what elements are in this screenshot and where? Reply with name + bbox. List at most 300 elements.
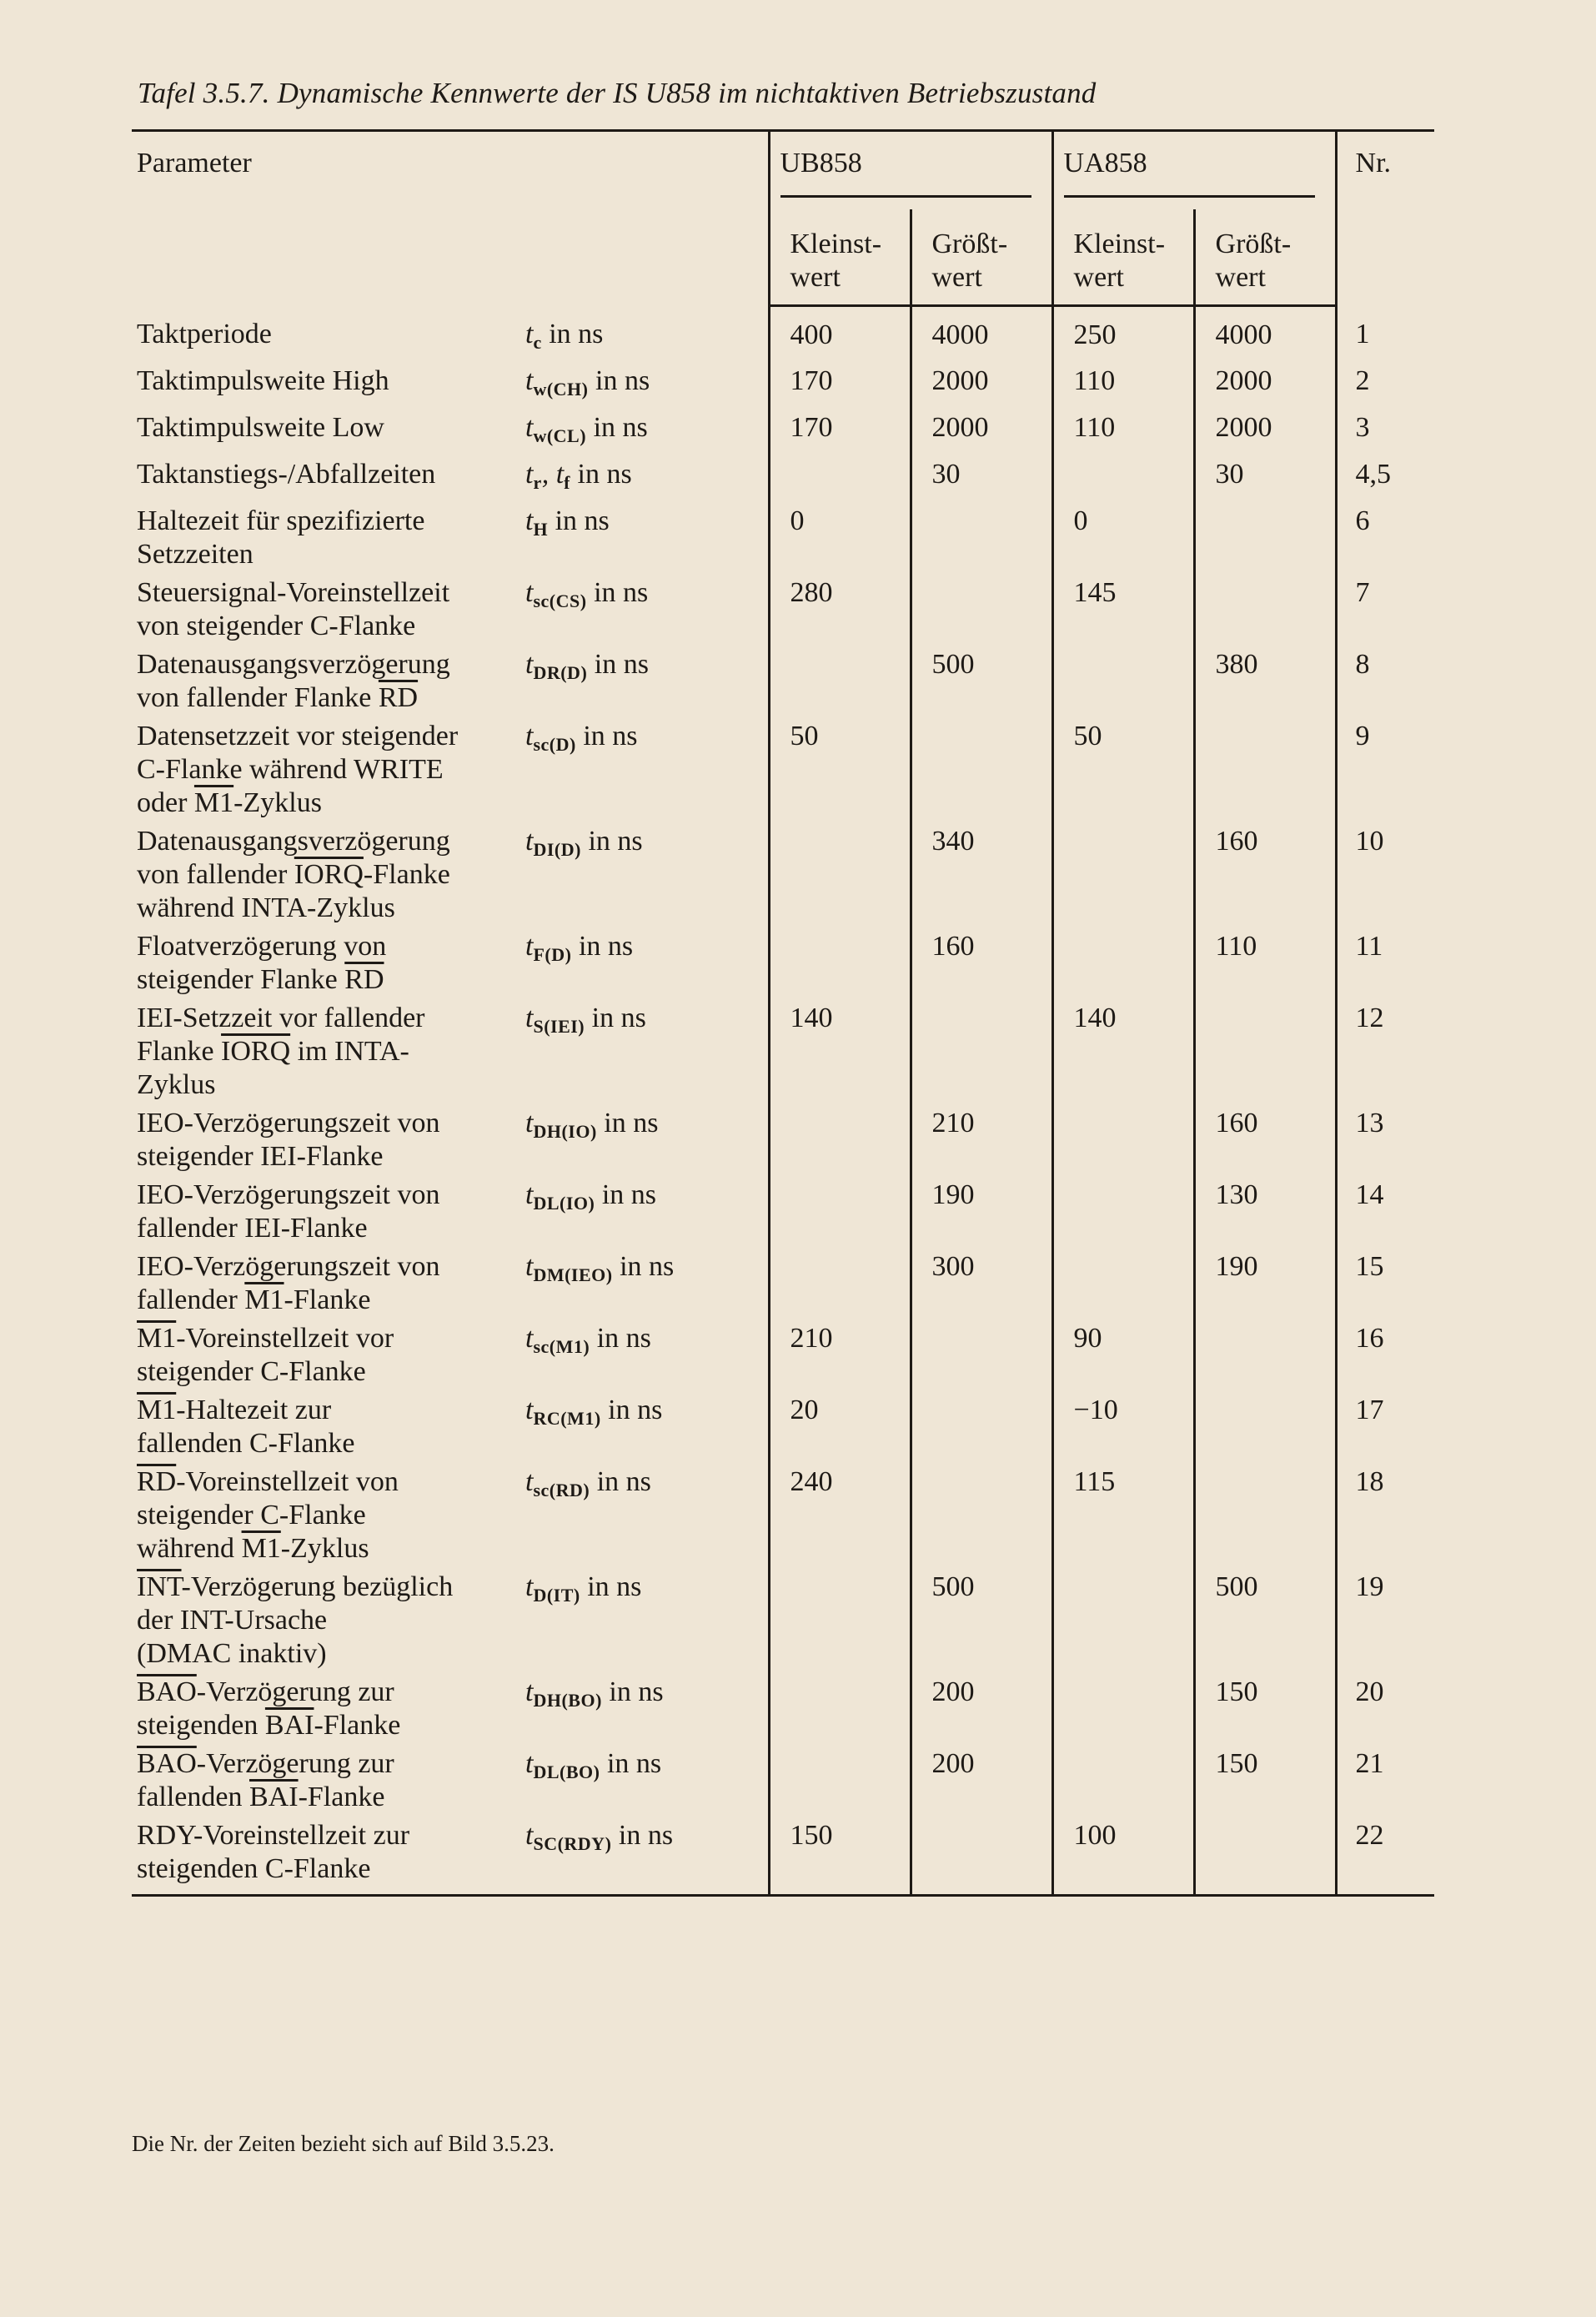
parameter-text-line: von steigender C-Flanke (137, 610, 416, 641)
cell-symbol (524, 997, 769, 1102)
parameter-text-line: Taktimpulsweite High (137, 364, 389, 396)
cell-ua-min: 100 (1052, 1814, 1194, 1896)
cell-ua-max (1194, 571, 1336, 643)
symbol-subscript: RC(M1) (533, 1407, 601, 1429)
cell-symbol (524, 1102, 769, 1174)
cell-symbol (524, 1814, 769, 1896)
parameter-text-line: der INT-Ursache (137, 1604, 328, 1636)
header-min-line2: wert (790, 262, 841, 293)
cell-ua-max: 4000 (1194, 306, 1336, 359)
cell-ub-min: 240 (769, 1460, 911, 1566)
cell-ub-max (911, 1460, 1052, 1566)
cell-nr: 12 (1336, 997, 1434, 1102)
cell-ub-min: 50 (769, 715, 911, 820)
cell-ub-max: 300 (911, 1245, 1052, 1317)
symbol-unit: in ns (612, 1250, 675, 1282)
symbol-subscript: DH(IO) (533, 1120, 597, 1142)
parameter-text-line: RDY-Voreinstellzeit zur (137, 1819, 410, 1851)
parameter-text-line: Floatverzögerung von (137, 930, 387, 962)
cell-ua-min: 115 (1052, 1460, 1194, 1566)
symbol-unit: in ns (575, 720, 638, 751)
cell-nr: 9 (1336, 715, 1434, 820)
table-row (132, 1102, 1434, 1174)
symbol-subscript: DH(BO) (533, 1689, 602, 1711)
symbol-unit: in ns (586, 576, 649, 608)
cell-ua-min (1052, 453, 1194, 500)
parameter-text-line: M1-Haltezeit zur (137, 1394, 332, 1425)
cell-ua-min (1052, 1742, 1194, 1814)
cell-ua-max: 380 (1194, 643, 1336, 715)
table-row (132, 1389, 1434, 1460)
header-ub-min (769, 209, 911, 306)
parameter-text-line: steigenden C-Flanke (137, 1852, 371, 1884)
cell-parameter (132, 1389, 524, 1460)
cell-ub-max: 200 (911, 1742, 1052, 1814)
overlined-signal: $\overline{BAI}$ (264, 1709, 314, 1741)
symbol-letter: t (525, 1107, 534, 1138)
cell-ua-max: 160 (1194, 820, 1336, 925)
cell-ua-min: 145 (1052, 571, 1194, 643)
overlined-signal: $\overline{BAI}$ (249, 1781, 299, 1812)
cell-parameter (132, 1671, 524, 1742)
cell-ua-max: 2000 (1194, 406, 1336, 453)
cell-nr: 21 (1336, 1742, 1434, 1814)
cell-ua-min (1052, 1102, 1194, 1174)
symbol-subscript: w(CL) (533, 425, 587, 446)
cell-ub-max: 190 (911, 1174, 1052, 1245)
symbol-unit: in ns (570, 458, 632, 490)
parameter-text-line: IEO-Verzögerungszeit von (137, 1179, 440, 1210)
parameter-text-line: $\overline{INT}$-Verzögerung bezüglich (137, 1571, 454, 1602)
parameter-text-line: während M1-Zyklus (137, 1532, 369, 1564)
symbol-letter: t (525, 930, 534, 962)
cell-nr: 10 (1336, 820, 1434, 925)
parameter-text-line: steigenden $\overline{BAI}$-Flanke (137, 1709, 401, 1741)
cell-ub-max (911, 500, 1052, 571)
overlined-signal: M1 (193, 787, 234, 818)
parameter-text-line: Zyklus (137, 1068, 216, 1100)
cell-ub-min (769, 1566, 911, 1671)
header-min-line1: Kleinst- (1073, 229, 1166, 259)
symbol-subscript: w(CH) (533, 378, 589, 400)
cell-ua-max (1194, 1814, 1336, 1896)
cell-ub-max: 340 (911, 820, 1052, 925)
table-row (132, 1245, 1434, 1317)
cell-nr: 11 (1336, 925, 1434, 997)
table-row (132, 925, 1434, 997)
symbol-unit: in ns (595, 1179, 657, 1210)
symbol-letter: t (525, 364, 534, 396)
cell-ub-max (911, 997, 1052, 1102)
symbol-letter: t (525, 458, 534, 490)
cell-ua-max: 190 (1194, 1245, 1336, 1317)
cell-ua-max: 130 (1194, 1174, 1336, 1245)
parameter-text-line: fallenden C-Flanke (137, 1427, 355, 1459)
symbol-subscript: F(D) (533, 943, 572, 965)
cell-ua-min: 50 (1052, 715, 1194, 820)
cell-symbol (524, 820, 769, 925)
header-max-line1: Größt- (931, 229, 1008, 259)
symbol-letter: t (525, 1571, 534, 1602)
cell-ub-min: 0 (769, 500, 911, 571)
cell-nr: 1 (1336, 306, 1434, 359)
symbol-unit: in ns (596, 1107, 659, 1138)
symbol-unit: in ns (611, 1819, 674, 1851)
cell-symbol (524, 453, 769, 500)
cell-ub-max (911, 571, 1052, 643)
cell-parameter (132, 406, 524, 453)
cell-ub-max (911, 1389, 1052, 1460)
cell-nr: 13 (1336, 1102, 1434, 1174)
table-row (132, 359, 1434, 406)
cell-ua-max (1194, 1317, 1336, 1389)
symbol-unit: in ns (571, 930, 634, 962)
symbol-subscript: DL(BO) (533, 1761, 600, 1782)
symbol-subscript: sc(CS) (533, 590, 587, 611)
cell-ua-min (1052, 1245, 1194, 1317)
symbol-unit: in ns (548, 505, 610, 536)
cell-ua-min (1052, 925, 1194, 997)
cell-ub-min: 20 (769, 1389, 911, 1460)
cell-parameter (132, 1566, 524, 1671)
cell-symbol (524, 571, 769, 643)
cell-ub-min (769, 1102, 911, 1174)
cell-symbol (524, 406, 769, 453)
cell-parameter (132, 997, 524, 1102)
symbol-unit: in ns (585, 1002, 646, 1033)
header-nr (1336, 131, 1434, 306)
cell-nr: 22 (1336, 1814, 1434, 1896)
parameter-text-line: Taktperiode (137, 318, 272, 349)
table-row (132, 1566, 1434, 1671)
cell-ub-max: 4000 (911, 306, 1052, 359)
overlined-signal: M1 (137, 1394, 177, 1425)
cell-parameter (132, 571, 524, 643)
symbol-letter: t (525, 1676, 534, 1707)
symbol-letter: t (525, 1002, 534, 1033)
cell-ua-max (1194, 715, 1336, 820)
symbol-letter: t (525, 648, 534, 680)
overlined-signal: $\overline{BAO}$ (137, 1676, 197, 1707)
cell-ua-max: 150 (1194, 1742, 1336, 1814)
group-ua858-label: UA858 (1063, 148, 1147, 178)
cell-parameter (132, 500, 524, 571)
symbol-letter: t (525, 505, 534, 536)
overlined-signal: $\overline{INT}$ (137, 1571, 182, 1602)
symbol-subscript: sc(RD) (533, 1479, 590, 1500)
cell-nr: 7 (1336, 571, 1434, 643)
cell-symbol (524, 643, 769, 715)
cell-ua-min: 110 (1052, 359, 1194, 406)
cell-ub-min: 150 (769, 1814, 911, 1896)
cell-parameter (132, 925, 524, 997)
parameter-text-line: IEI-Setzzeit vor fallender (137, 1002, 425, 1033)
table-row (132, 1814, 1434, 1896)
cell-parameter (132, 1460, 524, 1566)
header-min-line2: wert (1073, 262, 1124, 293)
symbol-subscript: S(IEI) (533, 1015, 585, 1037)
cell-ua-min: 140 (1052, 997, 1194, 1102)
cell-parameter (132, 1742, 524, 1814)
cell-ua-min (1052, 1174, 1194, 1245)
symbol-subscript: sc(M1) (533, 1335, 590, 1357)
symbol-subscript: DM(IEO) (533, 1264, 613, 1285)
cell-symbol (524, 1671, 769, 1742)
cell-parameter (132, 643, 524, 715)
symbol-subscript: H (533, 518, 549, 540)
symbol-subscript: f (564, 471, 570, 493)
cell-ua-min: 90 (1052, 1317, 1194, 1389)
cell-ub-min (769, 1742, 911, 1814)
table-row (132, 997, 1434, 1102)
overlined-signal: $\overline{RD}$ (344, 963, 384, 995)
cell-ub-min: 210 (769, 1317, 911, 1389)
cell-parameter (132, 1174, 524, 1245)
symbol-letter: t (525, 318, 534, 349)
cell-nr: 16 (1336, 1317, 1434, 1389)
symbol-subscript: sc(D) (533, 733, 576, 755)
parameter-text-line: Datensetzzeit vor steigender (137, 720, 459, 751)
table-caption: Tafel 3.5.7. Dynamische Kennwerte der IS U858 im nichtaktiven Betriebszustand (138, 77, 1097, 109)
cell-symbol (524, 1460, 769, 1566)
parameter-text-line: C-Flanke während WRITE (137, 753, 444, 785)
cell-ub-max (911, 1814, 1052, 1896)
header-parameter-label: Parameter (137, 148, 252, 178)
symbol-letter: t (525, 1179, 534, 1210)
symbol-letter: t (525, 1747, 534, 1779)
cell-symbol (524, 1317, 769, 1389)
parameter-text-line: (DMAC inaktiv) (137, 1637, 327, 1669)
table-row (132, 820, 1434, 925)
symbol-subscript: SC(RDY) (533, 1832, 612, 1854)
cell-parameter (132, 820, 524, 925)
cell-parameter (132, 306, 524, 359)
cell-ub-max: 2000 (911, 406, 1052, 453)
data-table (132, 129, 1434, 1897)
table-row (132, 1671, 1434, 1742)
header-min-line1: Kleinst- (790, 229, 882, 259)
parameter-text-line: Flanke IORQ im INTA- (137, 1035, 409, 1067)
symbol-letter: t (525, 1819, 534, 1851)
cell-ua-max (1194, 997, 1336, 1102)
cell-nr: 2 (1336, 359, 1434, 406)
symbol-subscript: DR(D) (533, 661, 588, 683)
symbol-unit: in ns (600, 1747, 662, 1779)
header-ua-min (1052, 209, 1194, 306)
header-group-ub858 (769, 131, 1052, 210)
overlined-signal: M1 (244, 1284, 284, 1315)
table-row (132, 643, 1434, 715)
parameter-text-line: $\overline{BAO}$-Verzögerung zur (137, 1676, 394, 1707)
table-row (132, 571, 1434, 643)
cell-ub-min (769, 643, 911, 715)
parameter-text-line: während INTA-Zyklus (137, 892, 395, 923)
symbol-unit: in ns (580, 1571, 642, 1602)
symbol-subscript: DL(IO) (533, 1192, 595, 1214)
parameter-text-line: fallender M1-Flanke (137, 1284, 371, 1315)
cell-ub-min (769, 453, 911, 500)
symbol-unit: in ns (586, 411, 648, 443)
parameter-text-line: fallenden $\overline{BAI}$-Flanke (137, 1781, 385, 1812)
cell-ub-min (769, 820, 911, 925)
symbol-unit: in ns (580, 825, 643, 857)
symbol-letter: t (525, 1250, 534, 1282)
overlined-signal: $\overline{BAO}$ (137, 1747, 197, 1779)
parameter-text-line: M1-Voreinstellzeit vor (137, 1322, 394, 1354)
cell-ua-min: −10 (1052, 1389, 1194, 1460)
cell-ua-max: 150 (1194, 1671, 1336, 1742)
cell-ua-max: 160 (1194, 1102, 1336, 1174)
cell-nr: 15 (1336, 1245, 1434, 1317)
cell-ub-max: 500 (911, 1566, 1052, 1671)
cell-ub-min: 400 (769, 306, 911, 359)
cell-ua-min: 0 (1052, 500, 1194, 571)
cell-ub-max: 200 (911, 1671, 1052, 1742)
cell-parameter (132, 359, 524, 406)
parameter-text-line: IEO-Verzögerungszeit von (137, 1250, 440, 1282)
cell-parameter (132, 1317, 524, 1389)
symbol-subscript: c (533, 331, 542, 353)
header-ua-max (1194, 209, 1336, 306)
parameter-text-line: steigender Flanke $\overline{RD}$ (137, 963, 384, 995)
cell-nr: 17 (1336, 1389, 1434, 1460)
cell-symbol (524, 1245, 769, 1317)
cell-ua-min: 250 (1052, 306, 1194, 359)
table-row (132, 306, 1434, 359)
cell-ua-max (1194, 1389, 1336, 1460)
cell-ua-min: 110 (1052, 406, 1194, 453)
symbol-unit: in ns (601, 1676, 664, 1707)
cell-symbol (524, 715, 769, 820)
header-max-line2: wert (931, 262, 982, 293)
table-row (132, 406, 1434, 453)
cell-symbol (524, 1742, 769, 1814)
cell-ua-max: 110 (1194, 925, 1336, 997)
symbol-unit: in ns (590, 1465, 651, 1497)
parameter-text-line: Steuersignal-Voreinstellzeit (137, 576, 450, 608)
cell-ub-max: 500 (911, 643, 1052, 715)
cell-ub-min (769, 1245, 911, 1317)
symbol-letter: , t (541, 458, 565, 490)
header-group-ua858 (1052, 131, 1336, 210)
table-body (132, 306, 1434, 1896)
cell-symbol (524, 925, 769, 997)
cell-nr: 6 (1336, 500, 1434, 571)
header-ub-max (911, 209, 1052, 306)
overlined-signal: IORQ (294, 858, 364, 890)
cell-symbol (524, 1174, 769, 1245)
symbol-letter: t (525, 411, 534, 443)
cell-symbol (524, 1389, 769, 1460)
table-row (132, 1317, 1434, 1389)
cell-parameter (132, 1102, 524, 1174)
cell-ub-max (911, 1317, 1052, 1389)
cell-symbol (524, 359, 769, 406)
symbol-letter: t (525, 720, 534, 751)
cell-symbol (524, 500, 769, 571)
cell-parameter (132, 1245, 524, 1317)
cell-ub-min: 140 (769, 997, 911, 1102)
table-row (132, 1174, 1434, 1245)
cell-nr: 3 (1336, 406, 1434, 453)
symbol-unit: in ns (588, 364, 650, 396)
parameter-text-line: $\overline{RD}$-Voreinstellzeit von (137, 1465, 399, 1497)
overlined-signal: M1 (241, 1532, 281, 1564)
symbol-unit: in ns (587, 648, 649, 680)
cell-ua-max: 500 (1194, 1566, 1336, 1671)
cell-ub-min: 170 (769, 359, 911, 406)
cell-ua-min (1052, 1566, 1194, 1671)
cell-parameter (132, 453, 524, 500)
cell-ub-max: 160 (911, 925, 1052, 997)
symbol-letter: t (525, 1322, 534, 1354)
cell-parameter (132, 1814, 524, 1896)
group-rule (1064, 195, 1315, 198)
cell-ua-max (1194, 1460, 1336, 1566)
cell-nr: 18 (1336, 1460, 1434, 1566)
cell-nr: 8 (1336, 643, 1434, 715)
table-row (132, 715, 1434, 820)
parameter-text-line: steigender C-Flanke (137, 1499, 366, 1530)
cell-ub-min (769, 1174, 911, 1245)
overlined-signal: $\overline{RD}$ (137, 1465, 177, 1497)
parameter-text-line: $\overline{BAO}$-Verzögerung zur (137, 1747, 394, 1779)
group-ub858-label: UB858 (780, 148, 862, 178)
cell-ub-max: 30 (911, 453, 1052, 500)
cell-ua-max: 30 (1194, 453, 1336, 500)
symbol-letter: t (525, 825, 534, 857)
parameter-text-line: steigender C-Flanke (137, 1355, 366, 1387)
header-nr-label: Nr. (1355, 148, 1392, 178)
parameter-text-line: fallender IEI-Flanke (137, 1212, 368, 1244)
timing-table (132, 129, 1434, 1897)
symbol-subscript: DI(D) (533, 838, 581, 860)
cell-symbol (524, 306, 769, 359)
symbol-letter: t (525, 1394, 534, 1425)
table-footnote: Die Nr. der Zeiten bezieht sich auf Bild 3.5.23. (132, 2131, 555, 2156)
cell-ua-max: 2000 (1194, 359, 1336, 406)
table-row (132, 1460, 1434, 1566)
symbol-subscript: D(IT) (533, 1584, 580, 1606)
parameter-text-line: Setzzeiten (137, 538, 253, 570)
cell-nr: 19 (1336, 1566, 1434, 1671)
header-max-line1: Größt- (1215, 229, 1292, 259)
cell-nr: 4,5 (1336, 453, 1434, 500)
cell-parameter (132, 715, 524, 820)
overlined-signal: IORQ (221, 1035, 291, 1067)
cell-ub-max: 2000 (911, 359, 1052, 406)
parameter-text-line: oder M1-Zyklus (137, 787, 322, 818)
cell-nr: 20 (1336, 1671, 1434, 1742)
symbol-subscript: r (533, 471, 542, 493)
symbol-letter: t (525, 1465, 534, 1497)
parameter-text-line: von fallender Flanke $\overline{RD}$ (137, 681, 419, 713)
cell-ub-min (769, 925, 911, 997)
overlined-signal: M1 (137, 1322, 177, 1354)
cell-ua-max (1194, 500, 1336, 571)
header-max-line2: wert (1215, 262, 1266, 293)
table-row (132, 453, 1434, 500)
cell-ua-min (1052, 820, 1194, 925)
table-row (132, 1742, 1434, 1814)
cell-ua-min (1052, 643, 1194, 715)
cell-symbol (524, 1566, 769, 1671)
cell-ub-max: 210 (911, 1102, 1052, 1174)
parameter-text-line: Datenausgangsverzögerung (137, 648, 450, 680)
symbol-unit: in ns (600, 1394, 663, 1425)
parameter-text-line: steigender IEI-Flanke (137, 1140, 384, 1172)
parameter-text-line: Taktanstiegs-/Abfallzeiten (137, 458, 436, 490)
